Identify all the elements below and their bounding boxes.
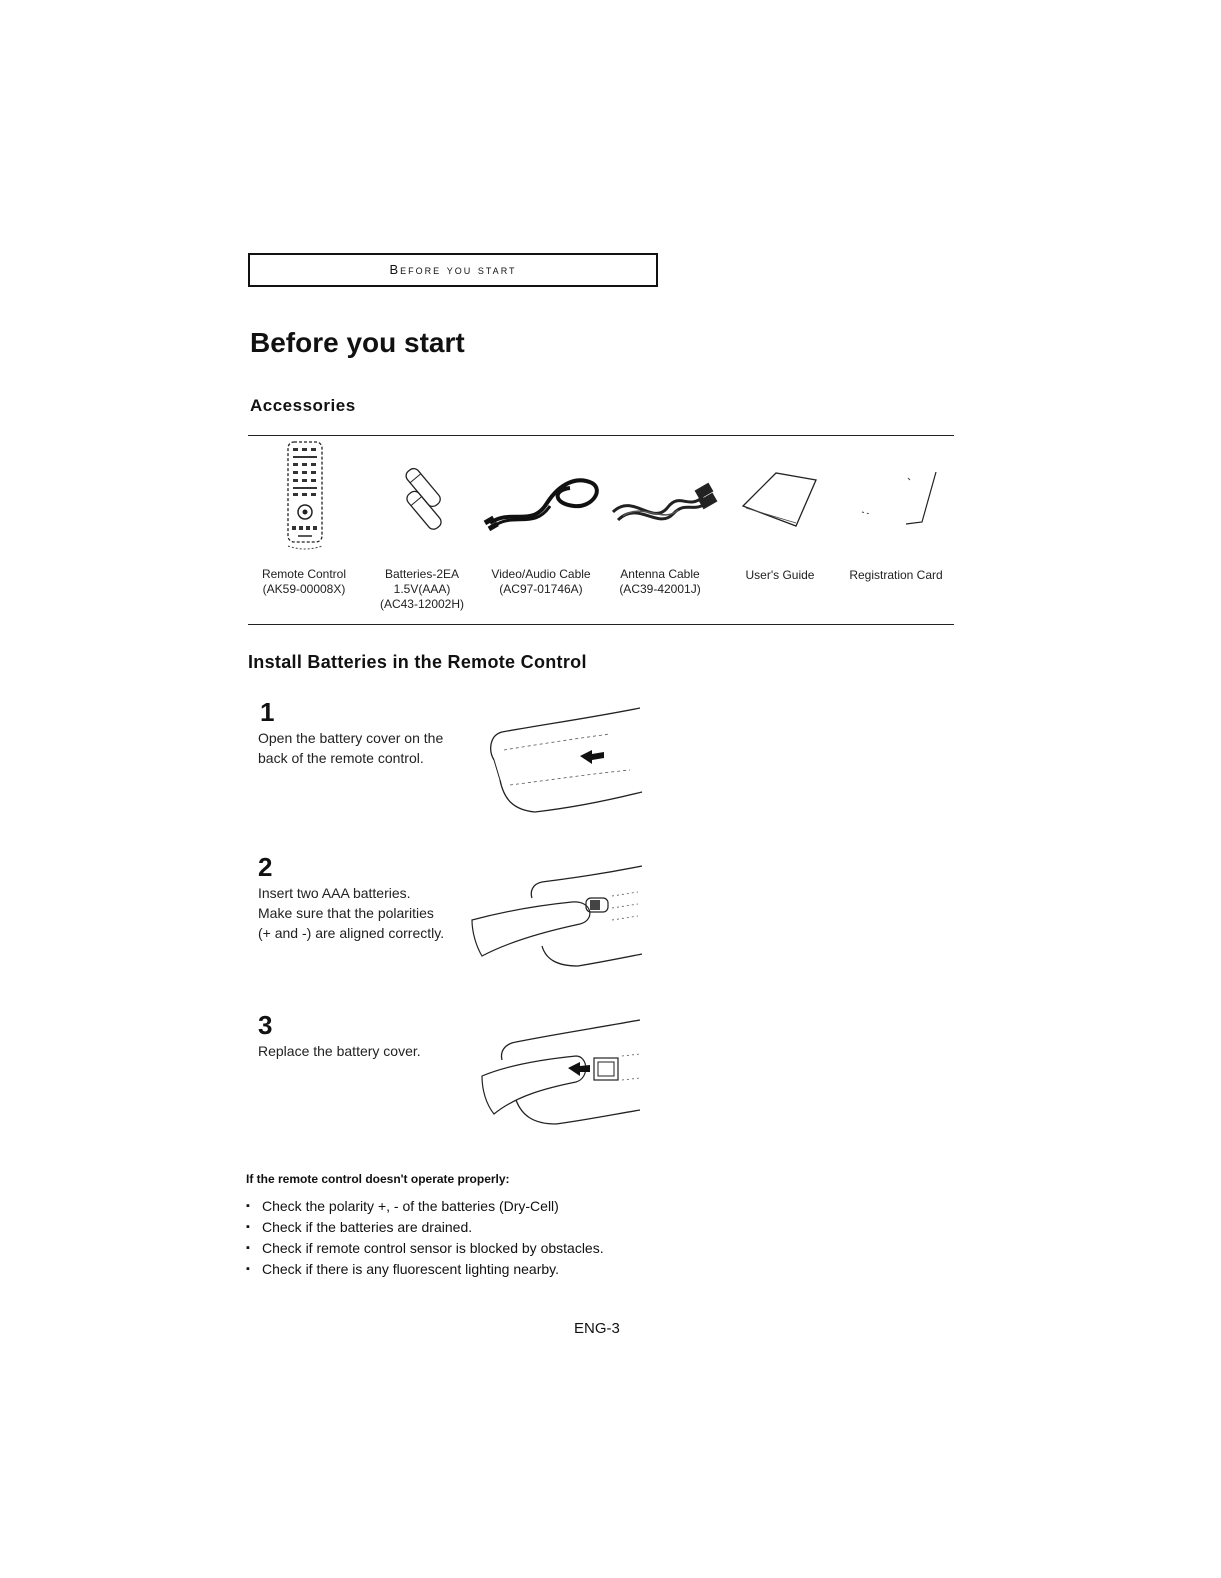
list-item: ▪ Check the polarity +, - of the batteries (Dry-Cell): [246, 1196, 604, 1217]
accessory-label-remote: [252, 567, 356, 597]
step-3-number: 3: [258, 1010, 273, 1040]
registration-card-icon: [858, 470, 938, 528]
accessories-bottom-rule: [248, 624, 954, 625]
page-number: ENG-3: [574, 1320, 620, 1337]
accessory-label-line: User's Guide: [745, 568, 815, 582]
batteries-icon: [395, 468, 455, 530]
list-item: ▪ Check if the batteries are drained.: [246, 1217, 604, 1238]
step-2-number: 2: [258, 852, 273, 882]
list-item: ▪ Check if remote control sensor is blocked by obstacles.: [246, 1238, 604, 1259]
accessories-heading: Accessories: [250, 396, 356, 415]
accessory-label-users-guide: [732, 568, 828, 583]
accessories-top-rule: [248, 435, 954, 436]
accessory-label-line: Registration Card: [849, 568, 943, 582]
step-1-number: 1: [260, 697, 275, 727]
accessory-label-line: (AC97-01746A): [499, 582, 583, 596]
accessory-label-line: Video/Audio Cable: [491, 567, 591, 581]
antenna-cable-icon: [608, 472, 718, 530]
accessory-label-line: Antenna Cable: [620, 567, 700, 581]
replace-cover-illustration: [476, 1016, 644, 1128]
accessory-label-batteries: [370, 567, 474, 612]
accessory-label-line: Batteries-2EA: [384, 567, 460, 581]
remote-control-icon: [280, 440, 330, 555]
users-guide-icon: [738, 468, 820, 530]
accessory-label-video-audio-cable: [482, 567, 600, 597]
troubleshooting-list: [246, 1196, 604, 1280]
section-header-label: Before you start: [389, 262, 517, 277]
page-title: Before you start: [250, 327, 465, 358]
step-2-text: Insert two AAA batteries. Make sure that the polarities (+ and -) are aligned correctly.: [258, 885, 445, 941]
video-audio-cable-icon: [482, 468, 607, 530]
step-3-text: Replace the battery cover.: [258, 1043, 421, 1059]
step-1-text: Open the battery cover on the back of the remote control.: [258, 730, 444, 766]
accessory-label-line: (AK59-00008X): [262, 582, 346, 596]
list-item: ▪ Check if there is any fluorescent lighting nearby.: [246, 1259, 604, 1280]
accessory-label-registration-card: [838, 568, 954, 583]
accessory-label-line: 1.5V(AAA): [393, 582, 451, 596]
accessory-label-line: (AC39-42001J): [619, 582, 701, 596]
troubleshooting-title: If the remote control doesn't operate properly:: [246, 1172, 510, 1186]
insert-batteries-illustration: [462, 860, 647, 972]
install-heading: Install Batteries in the Remote Control: [248, 652, 587, 672]
accessory-label-antenna-cable: [606, 567, 714, 597]
remote-back-open-cover-illustration: [480, 700, 645, 822]
accessory-label-line: (AC43-12002H): [379, 597, 465, 611]
accessory-label-line: Remote Control: [261, 567, 347, 581]
section-header-box: [248, 253, 658, 287]
